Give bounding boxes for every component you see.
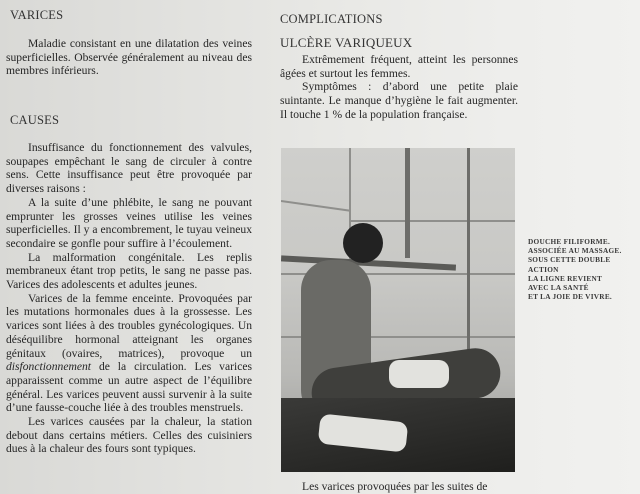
varices-definition-text: Maladie consistant en une dilatation des veines superficielles. Observée généralement au niveau des membres inférieurs.: [6, 37, 252, 78]
causes-paragraph-malformation: La malformation congénitale. Les replis membraneux étant trop petits, le sang ne passe pas. Varices des adolescents et adultes jeunes.: [6, 250, 252, 292]
complications-heading: COMPLICATIONS: [280, 12, 383, 26]
italic-term: disfonctionnement: [6, 360, 92, 374]
varices-definition: [6, 37, 252, 78]
causes-paragraph-femme-enceinte-start: Varices de la femme enceinte. Provoquées par les mutations hormonales dues à la grossesse. Les varices sont liées à des troubles gynécologiques. Un déséquilibre hormonal atteignant les organes génitaux (ovaires, matrices), provoque un: [6, 291, 252, 360]
causes-paragraph-femme-enceinte: [6, 292, 252, 415]
ulcere-subheading: ULCÈRE VARIQUEUX: [280, 35, 413, 50]
caption-line: ACTION: [528, 264, 559, 274]
ulcere-paragraph-frequence: Extrêmement fréquent, atteint les personnes âgées et surtout les femmes.: [280, 53, 518, 80]
ulcere-paragraph-symptomes: Symptômes : d’abord une petite plaie suintante. Le manque d’hygiène le fait augmenter. Il touche 1 % de la population française.: [280, 80, 518, 121]
caption-line: LA LIGNE REVIENT: [528, 273, 603, 283]
caption-line: ET LA JOIE DE VIVRE.: [528, 292, 613, 302]
continuation-text: [280, 480, 518, 494]
caption-line: DOUCHE FILIFORME.: [528, 237, 611, 246]
causes-paragraph-phlebite: A la suite d’une phlébite, le sang ne pouvant emprunter les grosses veines utilise les veines superficielles. Il y a encombrement, le tuyau veineux secondaire se gonfle pour suffire à l’écoulement.: [6, 195, 252, 250]
massage-shower-photo: [281, 148, 515, 472]
ulcere-body: [280, 53, 518, 122]
caption-line: ASSOCIÉE AU MASSAGE.: [528, 246, 622, 256]
causes-heading: CAUSES: [10, 113, 60, 127]
causes-paragraph-valvules: Insuffisance du fonctionnement des valvules, soupapes empêchant le sang de circuler à contre sens. Cette insuffisance peut être provoquée par diverses raisons :: [6, 141, 252, 196]
caption-line: SOUS CETTE DOUBLE: [528, 255, 611, 265]
caption-line: AVEC LA SANTÉ: [528, 283, 589, 293]
causes-body: [6, 141, 252, 456]
continuation-line: Les varices provoquées par les suites de: [302, 480, 488, 493]
causes-paragraph-chaleur: Les varices causées par la chaleur, la station debout dans certains métiers. Celles des cuisiniers dues à la chaleur des fours sont typiques.: [6, 415, 252, 456]
photo-caption: [528, 237, 640, 301]
causes-paragraph-femme-enceinte-end: de la circulation. Les varices apparaissent comme un autre aspect de l’équilibre général. Les varices peuvent aussi survenir à la suite d’une fausse-couche liée à des troubles menstruels.: [6, 360, 252, 415]
varices-heading: VARICES: [10, 8, 64, 22]
